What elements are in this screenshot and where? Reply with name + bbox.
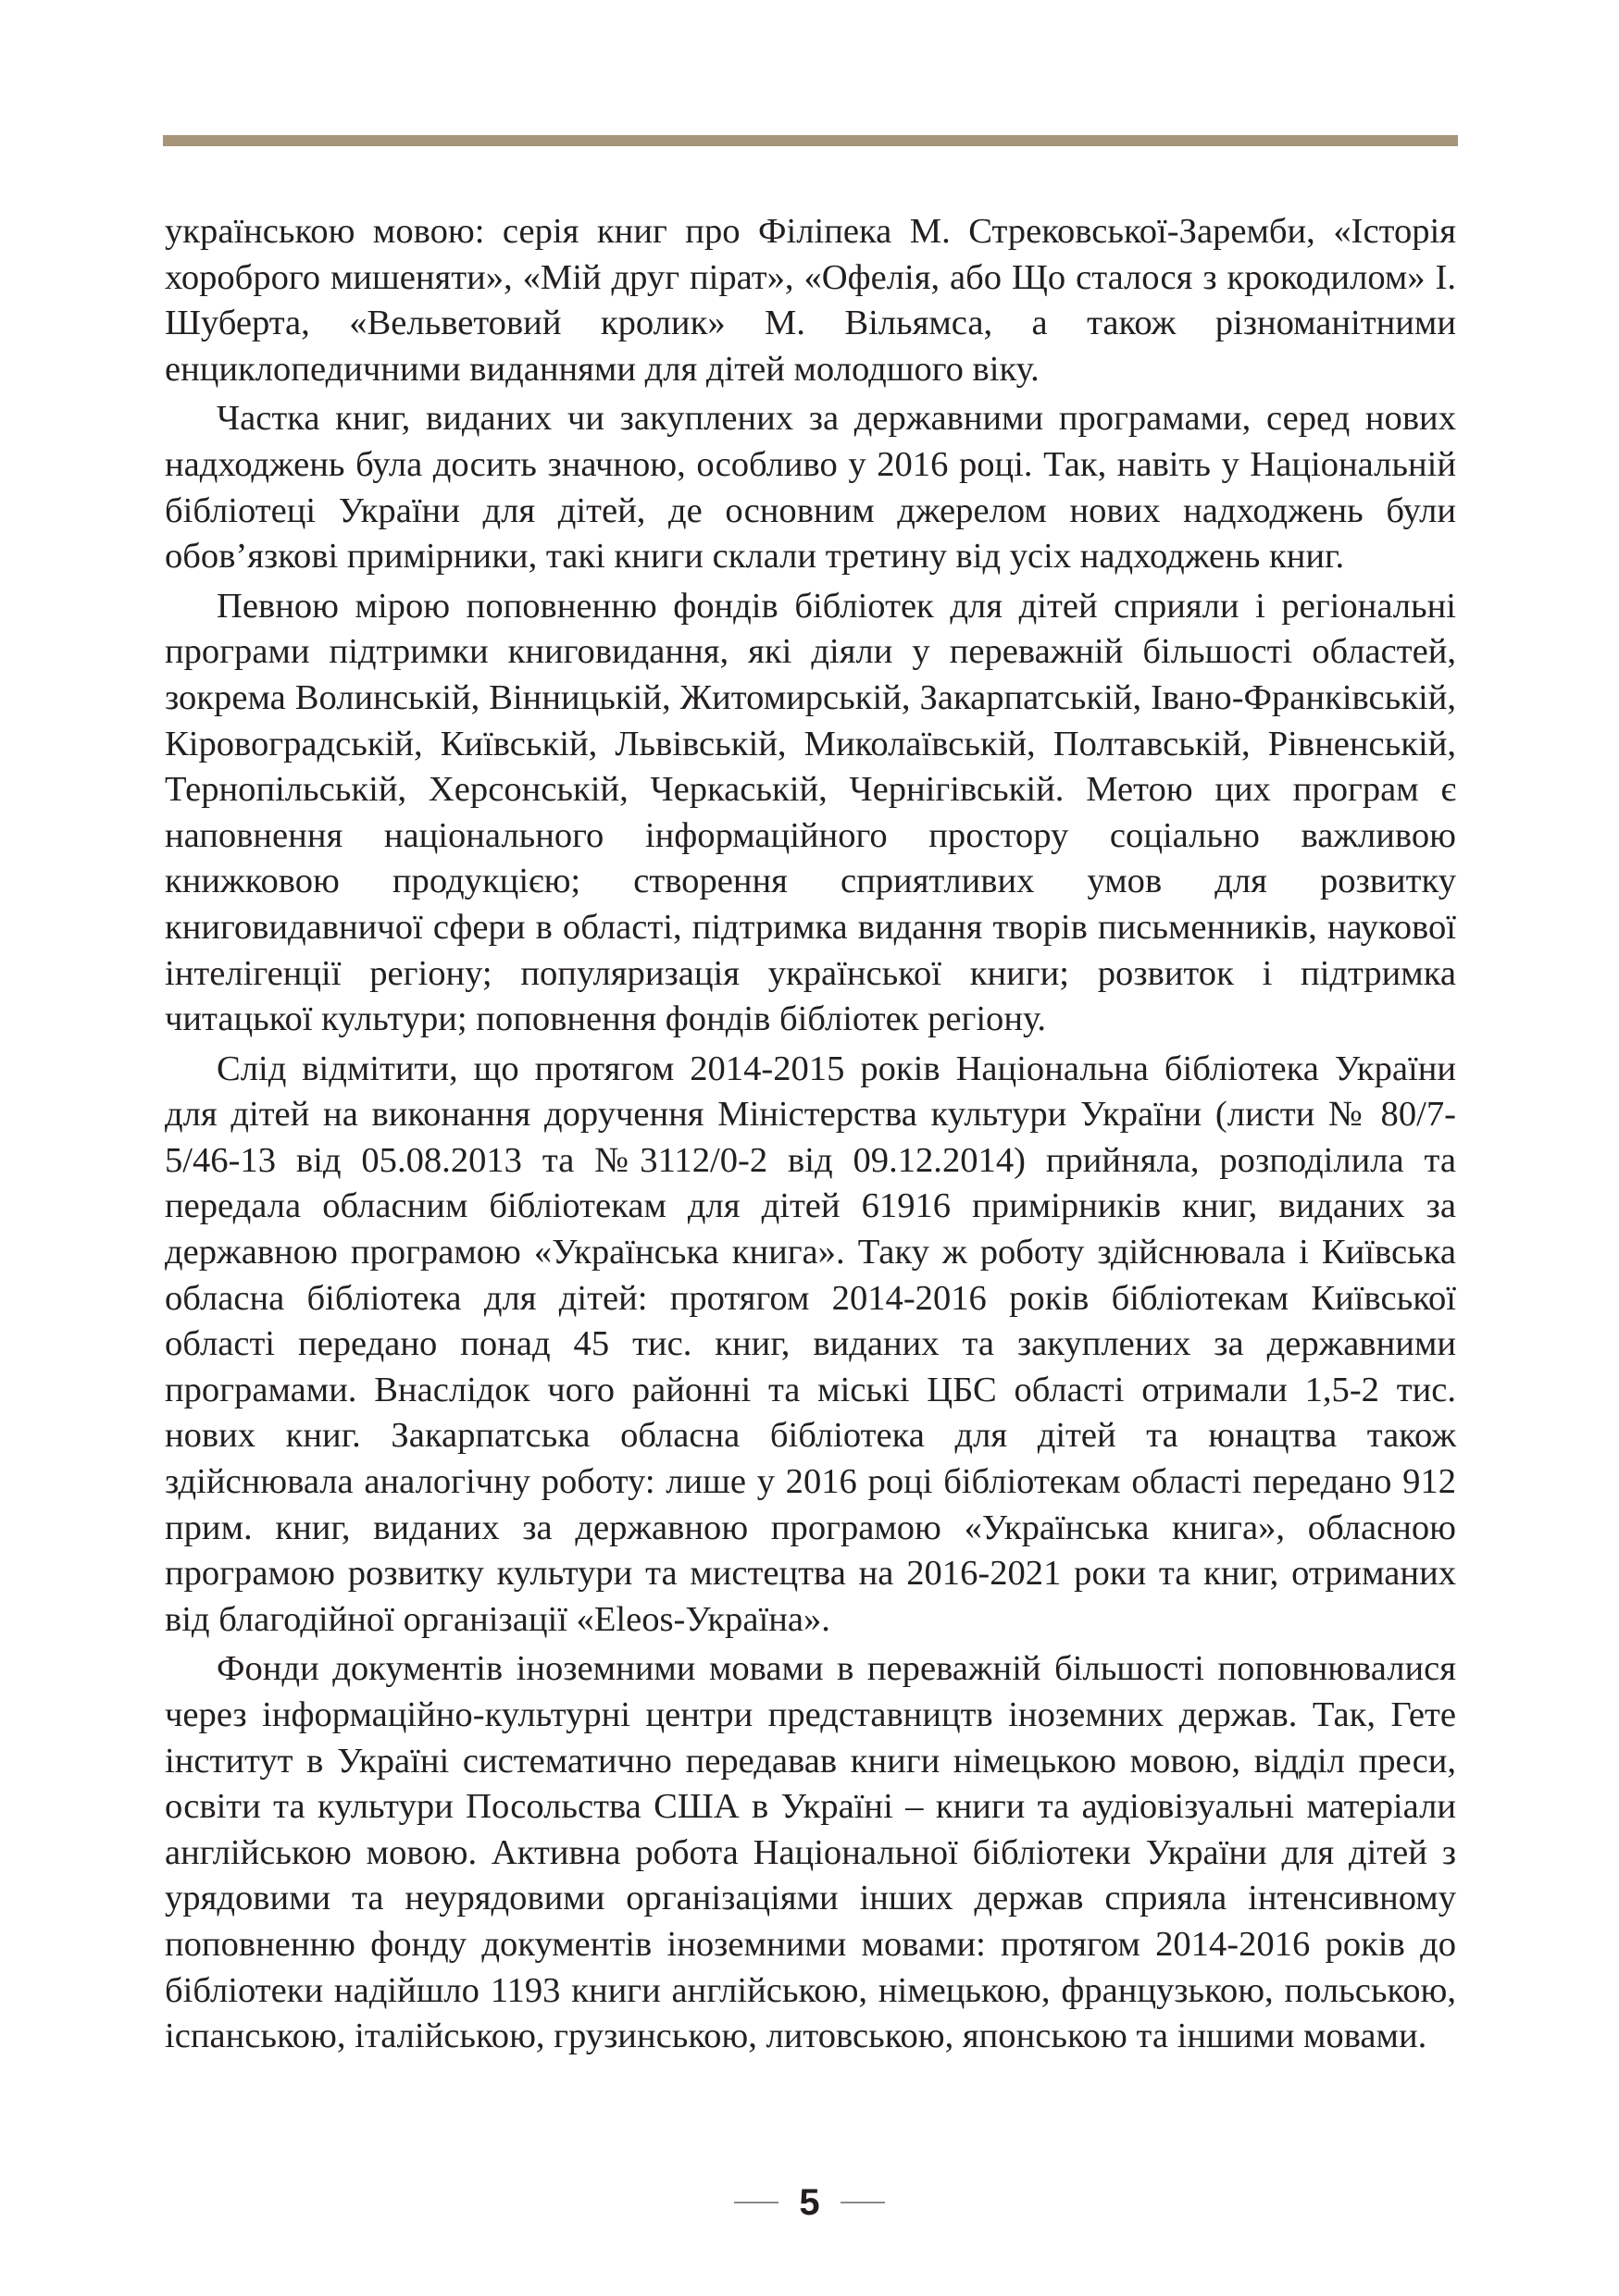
page-body [165,209,1456,2060]
paragraph-2: Частка книг, виданих чи закуплених за державними програмами, серед нових надходжень була досить значною, особливо у 2016 році. Так, навіть у Національній бібліотеці України для дітей, де основним джерелом нових надходжень були обов’язкові примірники, такі книги склали третину від усіх надходжень книг. [165,399,1456,577]
footer-dash-left [734,2202,778,2203]
paragraph-4: Слід відмітити, що протягом 2014-2015 років Національна бібліотека України для дітей на виконання доручення Міністерства культури України (листи № 80/7-5/46-13 від 05.08.2013 та №3112/0-2 від 09.12.2014) прийняла, розподілила та передала обласним бібліотекам для дітей 61916 примірників книг, виданих за державною програмою «Українська книга». Таку ж роботу здійснювала і Київська обласна бібліотека для дітей: протягом 2014-2016 років бібліотекам Київської області передано понад 45 тис. книг, виданих та закуплених за державними програмами. Внаслідок чого районні та міські ЦБС області отримали 1,5-2 тис. нових книг. Закарпатська обласна бібліотека для дітей та юнацтва також здійснювала аналогічну роботу: лише у 2016 році бібліотекам області передано 912 прим. книг, виданих за державною програмою «Українська книга», обласною програмою розвитку культури та мистецтва на 2016-2021 роки та книг, отриманих від благодійної організації «Eleos-Україна». [165,1049,1456,1639]
paragraph-1: українською мовою: серія книг про Філіпека М. Стрековської-Заремби, «Історія хороброго мишеняти», «Мій друг пірат», «Офелія, або Що сталося з крокодилом» І. Шуберта, «Вельветовий кролик» М. Вільямса, а також різноманітними енциклопедичними виданнями для дітей молодшого віку. [165,212,1456,389]
paragraph-5: Фонди документів іноземними мовами в переважній більшості поповнювалися через інформаційно-культурні центри представництв іноземних держав. Так, Гете інститут в Україні систематично передавав книги німецькою мовою, відділ преси, освіти та культури Посольства США в Україні – книги та аудіовізуальні матеріали англійською мовою. Активна робота Національної бібліотеки України для дітей з урядовими та неурядовими організаціями інших держав сприяла інтенсивному поповненню фонду документів іноземними мовами: протягом 2014-2016 років до бібліотеки надійшло 1193 книги англійською, німецькою, французькою, польською, іспанською, італійською, грузинською, литовською, японською та іншими мовами. [165,1649,1456,2056]
page-number: 5 [799,2182,820,2223]
page-footer [0,2177,1619,2228]
header-rule [163,135,1458,146]
footer-dash-right [841,2202,885,2203]
paragraph-3: Певною мірою поповненню фондів бібліотек для дітей сприяли і регіональні програми підтримки книговидання, які діяли у переважній більшості областей, зокрема Волинській, Вінницькій, Житомирській, Закарпатській, Івано-Франківській, Кіровоградській, Київській, Львівській, Миколаївській, Полтавській, Рівненській, Тернопільській, Херсонській, Черкаській, Чернігівській. Метою цих програм є наповнення національного інформаційного простору соціально важливою книжковою продукцією; створення сприятливих умов для розвитку книговидавничої сфери в області, підтримка видання творів письменників, наукової інтелігенції регіону; популяризація української книги; розвиток і підтримка читацької культури; поповнення фондів бібліотек регіону. [165,586,1456,1039]
